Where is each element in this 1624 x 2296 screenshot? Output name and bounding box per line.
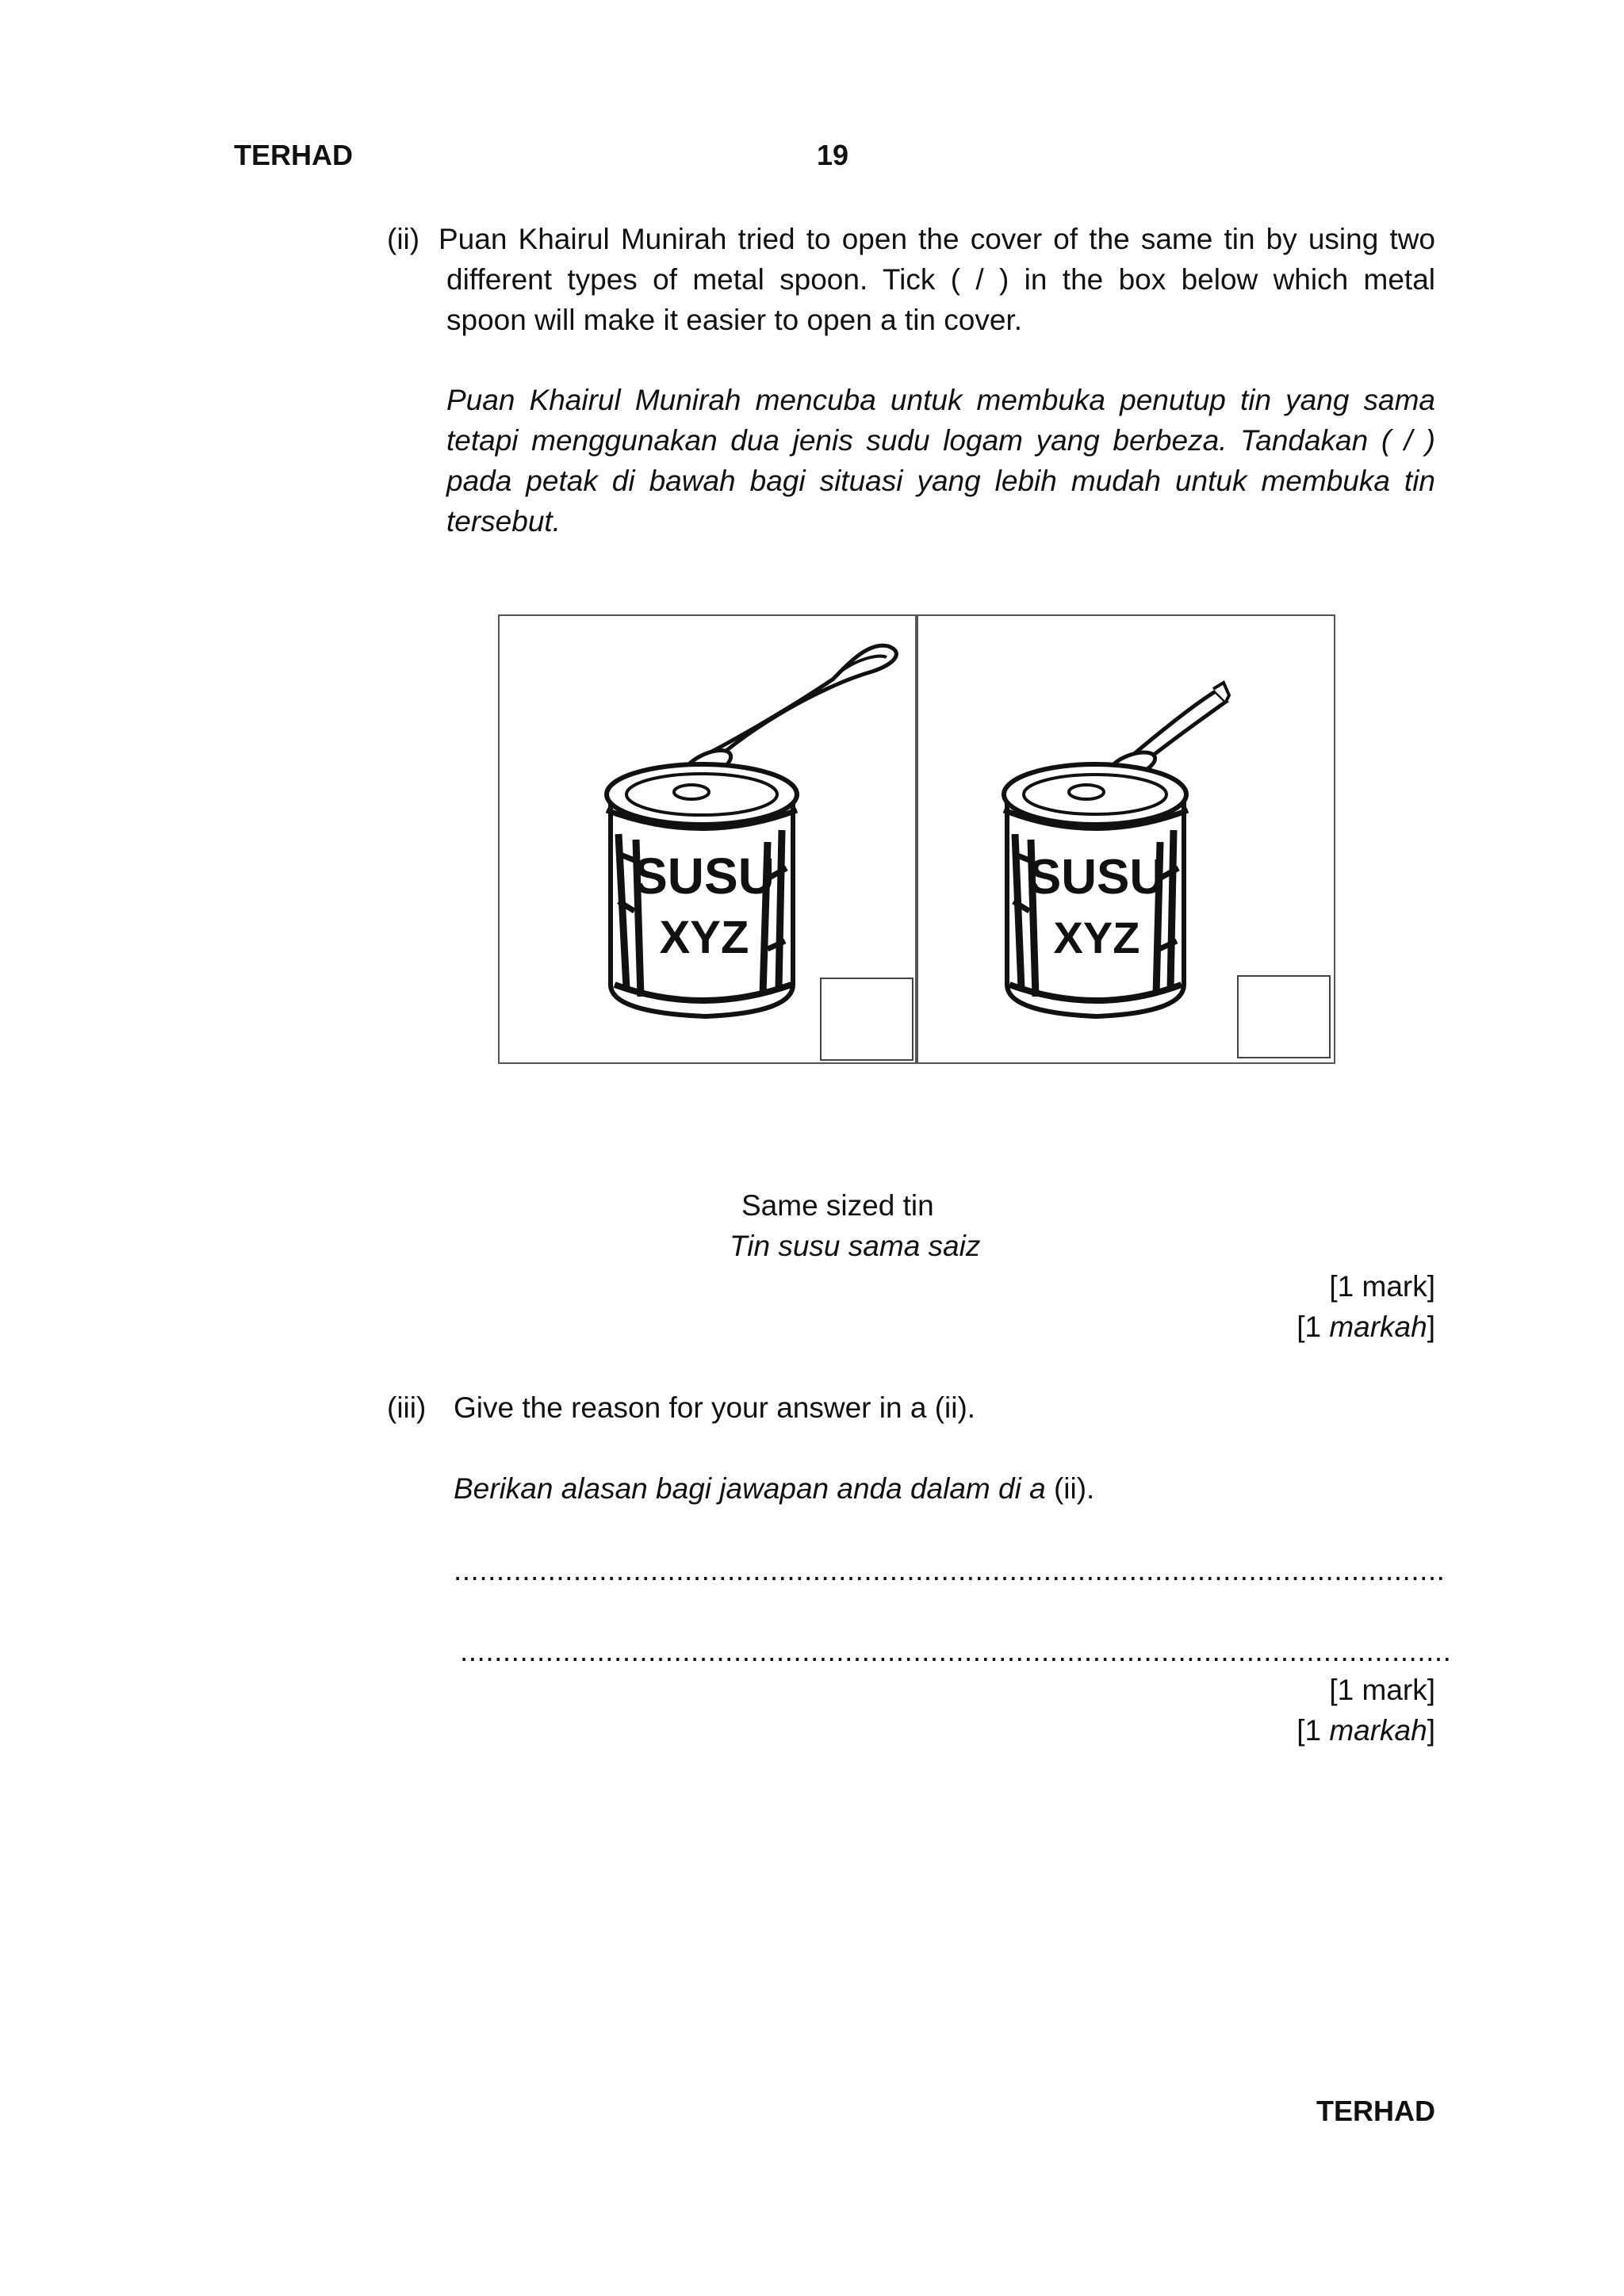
question-ii-en-line-3: spoon will make it easier to open a tin cover. — [446, 304, 1022, 336]
marks-iii-my-prefix: [1 — [1297, 1714, 1330, 1747]
tick-box-left[interactable] — [820, 978, 914, 1061]
marks-ii-my-word: markah — [1329, 1311, 1427, 1343]
page-number: 19 — [817, 139, 849, 171]
marks-iii-en: [1 mark] — [1329, 1674, 1435, 1706]
left-tin-panel — [498, 614, 917, 1064]
question-iii-my-tail: (ii). — [1045, 1472, 1095, 1505]
tin-figure — [498, 614, 1335, 1064]
left-tin-label-bottom: XYZ — [659, 912, 749, 963]
milk-tin-icon — [607, 764, 797, 1016]
marks-ii-my — [1189, 1307, 1435, 1347]
question-ii-number: (ii) — [387, 223, 420, 255]
marks-ii-my-prefix: [1 — [1297, 1311, 1330, 1343]
question-ii-malay — [446, 380, 1435, 541]
marks-ii-en: [1 mark] — [1329, 1270, 1435, 1303]
left-tin-label-top: SUSU — [634, 848, 775, 905]
question-ii-my-line-3: pada petak di bawah bagi situasi yang lebih mudah untuk membuka tin — [446, 465, 1435, 497]
answer-line-2[interactable]: .................................................................................................................... — [460, 1635, 1452, 1667]
marks-ii-my-suffix: ] — [1427, 1311, 1435, 1343]
figure-caption-my: Tin susu sama saiz — [730, 1230, 981, 1262]
question-ii-my-line-2: tetapi menggunakan dua jenis sudu logam yang berbeza. Tandakan ( / ) — [446, 424, 1435, 457]
question-ii-my-line-1: Puan Khairul Munirah mencuba untuk membuka penutup tin yang sama — [446, 384, 1435, 416]
right-tin-panel — [917, 614, 1335, 1064]
question-iii-my — [454, 1468, 1094, 1509]
footer-label: TERHAD — [1316, 2095, 1435, 2127]
question-iii-en: Give the reason for your answer in a (ii). — [454, 1391, 976, 1424]
question-ii-en-line-1: Puan Khairul Munirah tried to open the cover of the same tin by using two — [439, 223, 1435, 255]
header-label: TERHAD — [234, 139, 353, 171]
question-iii-my-italic: Berikan alasan bagi jawapan anda dalam di a — [454, 1472, 1046, 1505]
answer-line-1[interactable]: .................................................................................................................... — [454, 1554, 1446, 1586]
marks-iii-my-suffix: ] — [1427, 1714, 1435, 1747]
question-iii-number: (iii) — [387, 1391, 427, 1424]
figure-caption-en: Same sized tin — [741, 1189, 934, 1222]
question-ii-en-line-2: different types of metal spoon. Tick ( / ) in the box below which metal — [446, 263, 1435, 296]
question-ii-my-line-4: tersebut. — [446, 505, 561, 538]
marks-iii-my — [1189, 1710, 1435, 1751]
marks-iii-my-word: markah — [1329, 1714, 1427, 1747]
milk-tin-icon — [1004, 764, 1188, 1016]
right-tin-label-bottom: XYZ — [1053, 913, 1140, 962]
tick-box-right[interactable] — [1237, 975, 1331, 1058]
right-tin-label-top: SUSU — [1028, 850, 1166, 905]
